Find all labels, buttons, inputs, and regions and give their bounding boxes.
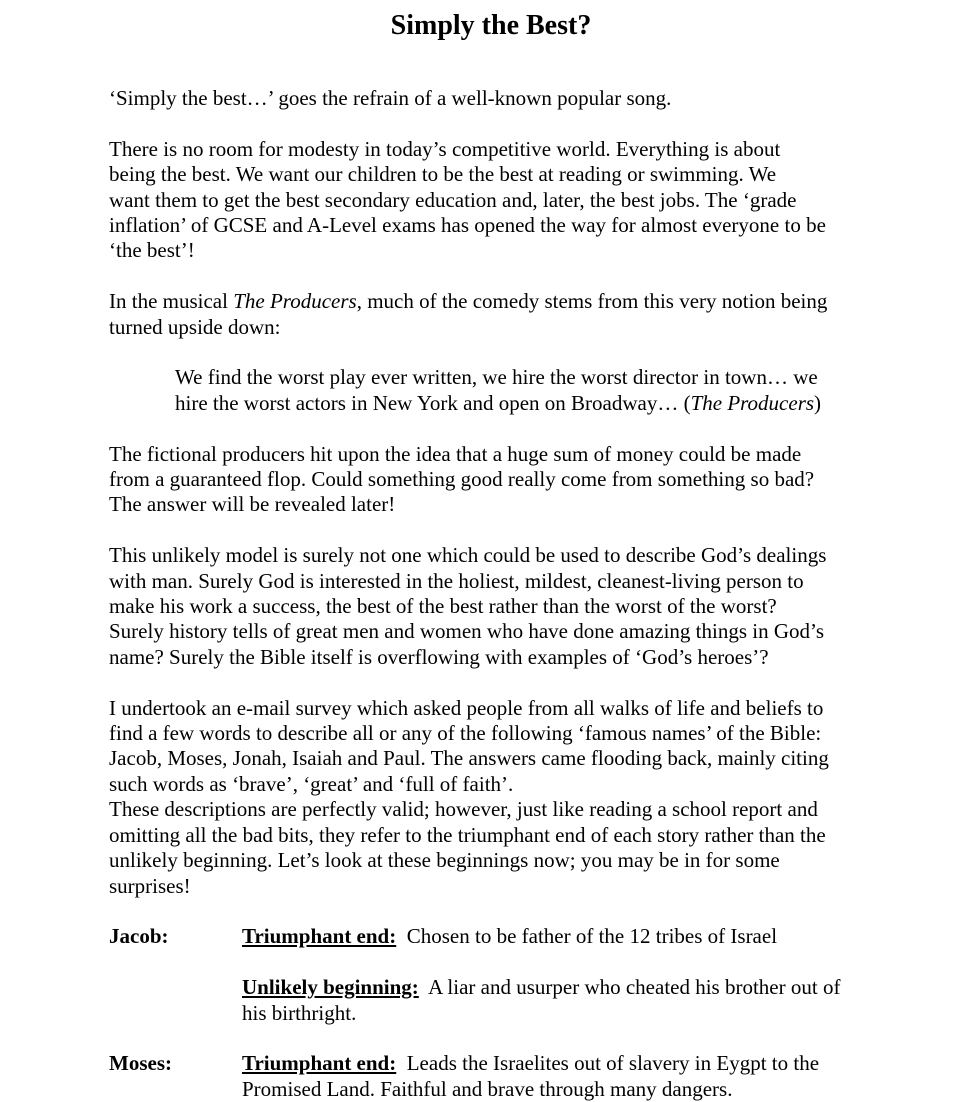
text-line: surprises! bbox=[109, 873, 191, 898]
triumphant-end-line bbox=[242, 1051, 892, 1076]
text-line: omitting all the bad bits, they refer to the triumphant end of each story rather than the bbox=[109, 822, 826, 847]
text-line: with man. Surely God is interested in the holiest, mildest, cleanest-living person to bbox=[109, 568, 804, 593]
block-quote bbox=[175, 365, 875, 416]
paragraph-descriptions bbox=[109, 797, 889, 899]
quote-line: We find the worst play ever written, we hire the worst director in town… we bbox=[175, 365, 818, 390]
text-line: inflation’ of GCSE and A-Level exams has opened the way for almost everyone to be bbox=[109, 213, 826, 238]
text-line: These descriptions are perfectly valid; however, just like reading a school report and bbox=[109, 797, 818, 822]
triumphant-end-label: Triumphant end: bbox=[242, 1051, 397, 1076]
entry-body bbox=[242, 1051, 892, 1102]
text-line: Surely history tells of great men and women who have done amazing things in God’s bbox=[109, 619, 825, 644]
text-line: make his work a success, the best of the best rather than the worst of the worst? bbox=[109, 594, 777, 619]
text-line: find a few words to describe all or any of the following ‘famous names’ of the Bible: bbox=[109, 721, 822, 746]
triumphant-end-text: Leads the Israelites out of slavery in Eygpt to the bbox=[396, 1051, 820, 1076]
text-line: ‘the best’! bbox=[109, 238, 195, 263]
triumphant-end-label: Triumphant end: bbox=[242, 924, 397, 949]
entry-jacob bbox=[109, 924, 889, 1026]
paragraph-survey bbox=[109, 696, 889, 798]
paragraph-competitive-world bbox=[109, 137, 889, 264]
entry-name: Moses: bbox=[109, 1051, 172, 1076]
text-span: hire the worst actors in New York and open on Broadway… ( bbox=[175, 390, 691, 415]
quote-line bbox=[175, 391, 875, 416]
text-line: turned upside down: bbox=[109, 314, 281, 339]
unlikely-beginning-text: A liar and usurper who cheated his brother out of bbox=[418, 975, 841, 1000]
text-line: Promised Land. Faithful and brave through many dangers. bbox=[242, 1076, 733, 1101]
text-line: such words as ‘brave’, ‘great’ and ‘full of faith’. bbox=[109, 771, 514, 796]
text-span: In the musical bbox=[109, 289, 234, 314]
text-line: unlikely beginning. Let’s look at these beginnings now; you may be in for some bbox=[109, 848, 780, 873]
text-span: ) bbox=[814, 390, 822, 415]
text-span: , much of the comedy stems from this very notion being bbox=[356, 289, 828, 314]
document-page bbox=[109, 0, 889, 1102]
text-line: being the best. We want our children to be the best at reading or swimming. We bbox=[109, 162, 777, 187]
page-title: Simply the Best? bbox=[390, 10, 592, 41]
text-line: I undertook an e-mail survey which asked people from all walks of life and beliefs to bbox=[109, 695, 824, 720]
entry-body bbox=[242, 924, 892, 1026]
text-line bbox=[109, 289, 889, 314]
text-line: Jacob, Moses, Jonah, Isaiah and Paul. The answers came flooding back, mainly citing bbox=[109, 746, 829, 771]
triumphant-end-text: Chosen to be father of the 12 tribes of Israel bbox=[396, 924, 778, 949]
text-line: There is no room for modesty in today’s competitive world. Everything is about bbox=[109, 136, 781, 161]
text-line: name? Surely the Bible itself is overflowing with examples of ‘God’s heroes’? bbox=[109, 644, 769, 669]
intro-paragraph: ‘Simply the best…’ goes the refrain of a well-known popular song. bbox=[109, 86, 672, 110]
paragraph-fictional-producers bbox=[109, 442, 889, 518]
musical-title: The Producers bbox=[233, 289, 357, 314]
text-line: want them to get the best secondary education and, later, the best jobs. The ‘grade bbox=[109, 187, 797, 212]
text-line: The fictional producers hit upon the idea that a huge sum of money could be made bbox=[109, 441, 802, 466]
text-line: The answer will be revealed later! bbox=[109, 492, 396, 517]
text-line: his birthright. bbox=[242, 1000, 357, 1025]
paragraph-producers bbox=[109, 289, 889, 340]
text-line: This unlikely model is surely not one which could be used to describe God’s dealings bbox=[109, 543, 827, 568]
entry-name: Jacob: bbox=[109, 924, 169, 949]
unlikely-beginning-line bbox=[242, 975, 892, 1000]
quote-source-title: The Producers bbox=[690, 390, 815, 415]
triumphant-end-line bbox=[242, 924, 892, 949]
entry-moses bbox=[109, 1051, 889, 1102]
unlikely-beginning-label: Unlikely beginning: bbox=[242, 975, 419, 1000]
text-line: from a guaranteed flop. Could something good really come from something so bad? bbox=[109, 467, 815, 492]
paragraph-unlikely-model bbox=[109, 543, 889, 670]
